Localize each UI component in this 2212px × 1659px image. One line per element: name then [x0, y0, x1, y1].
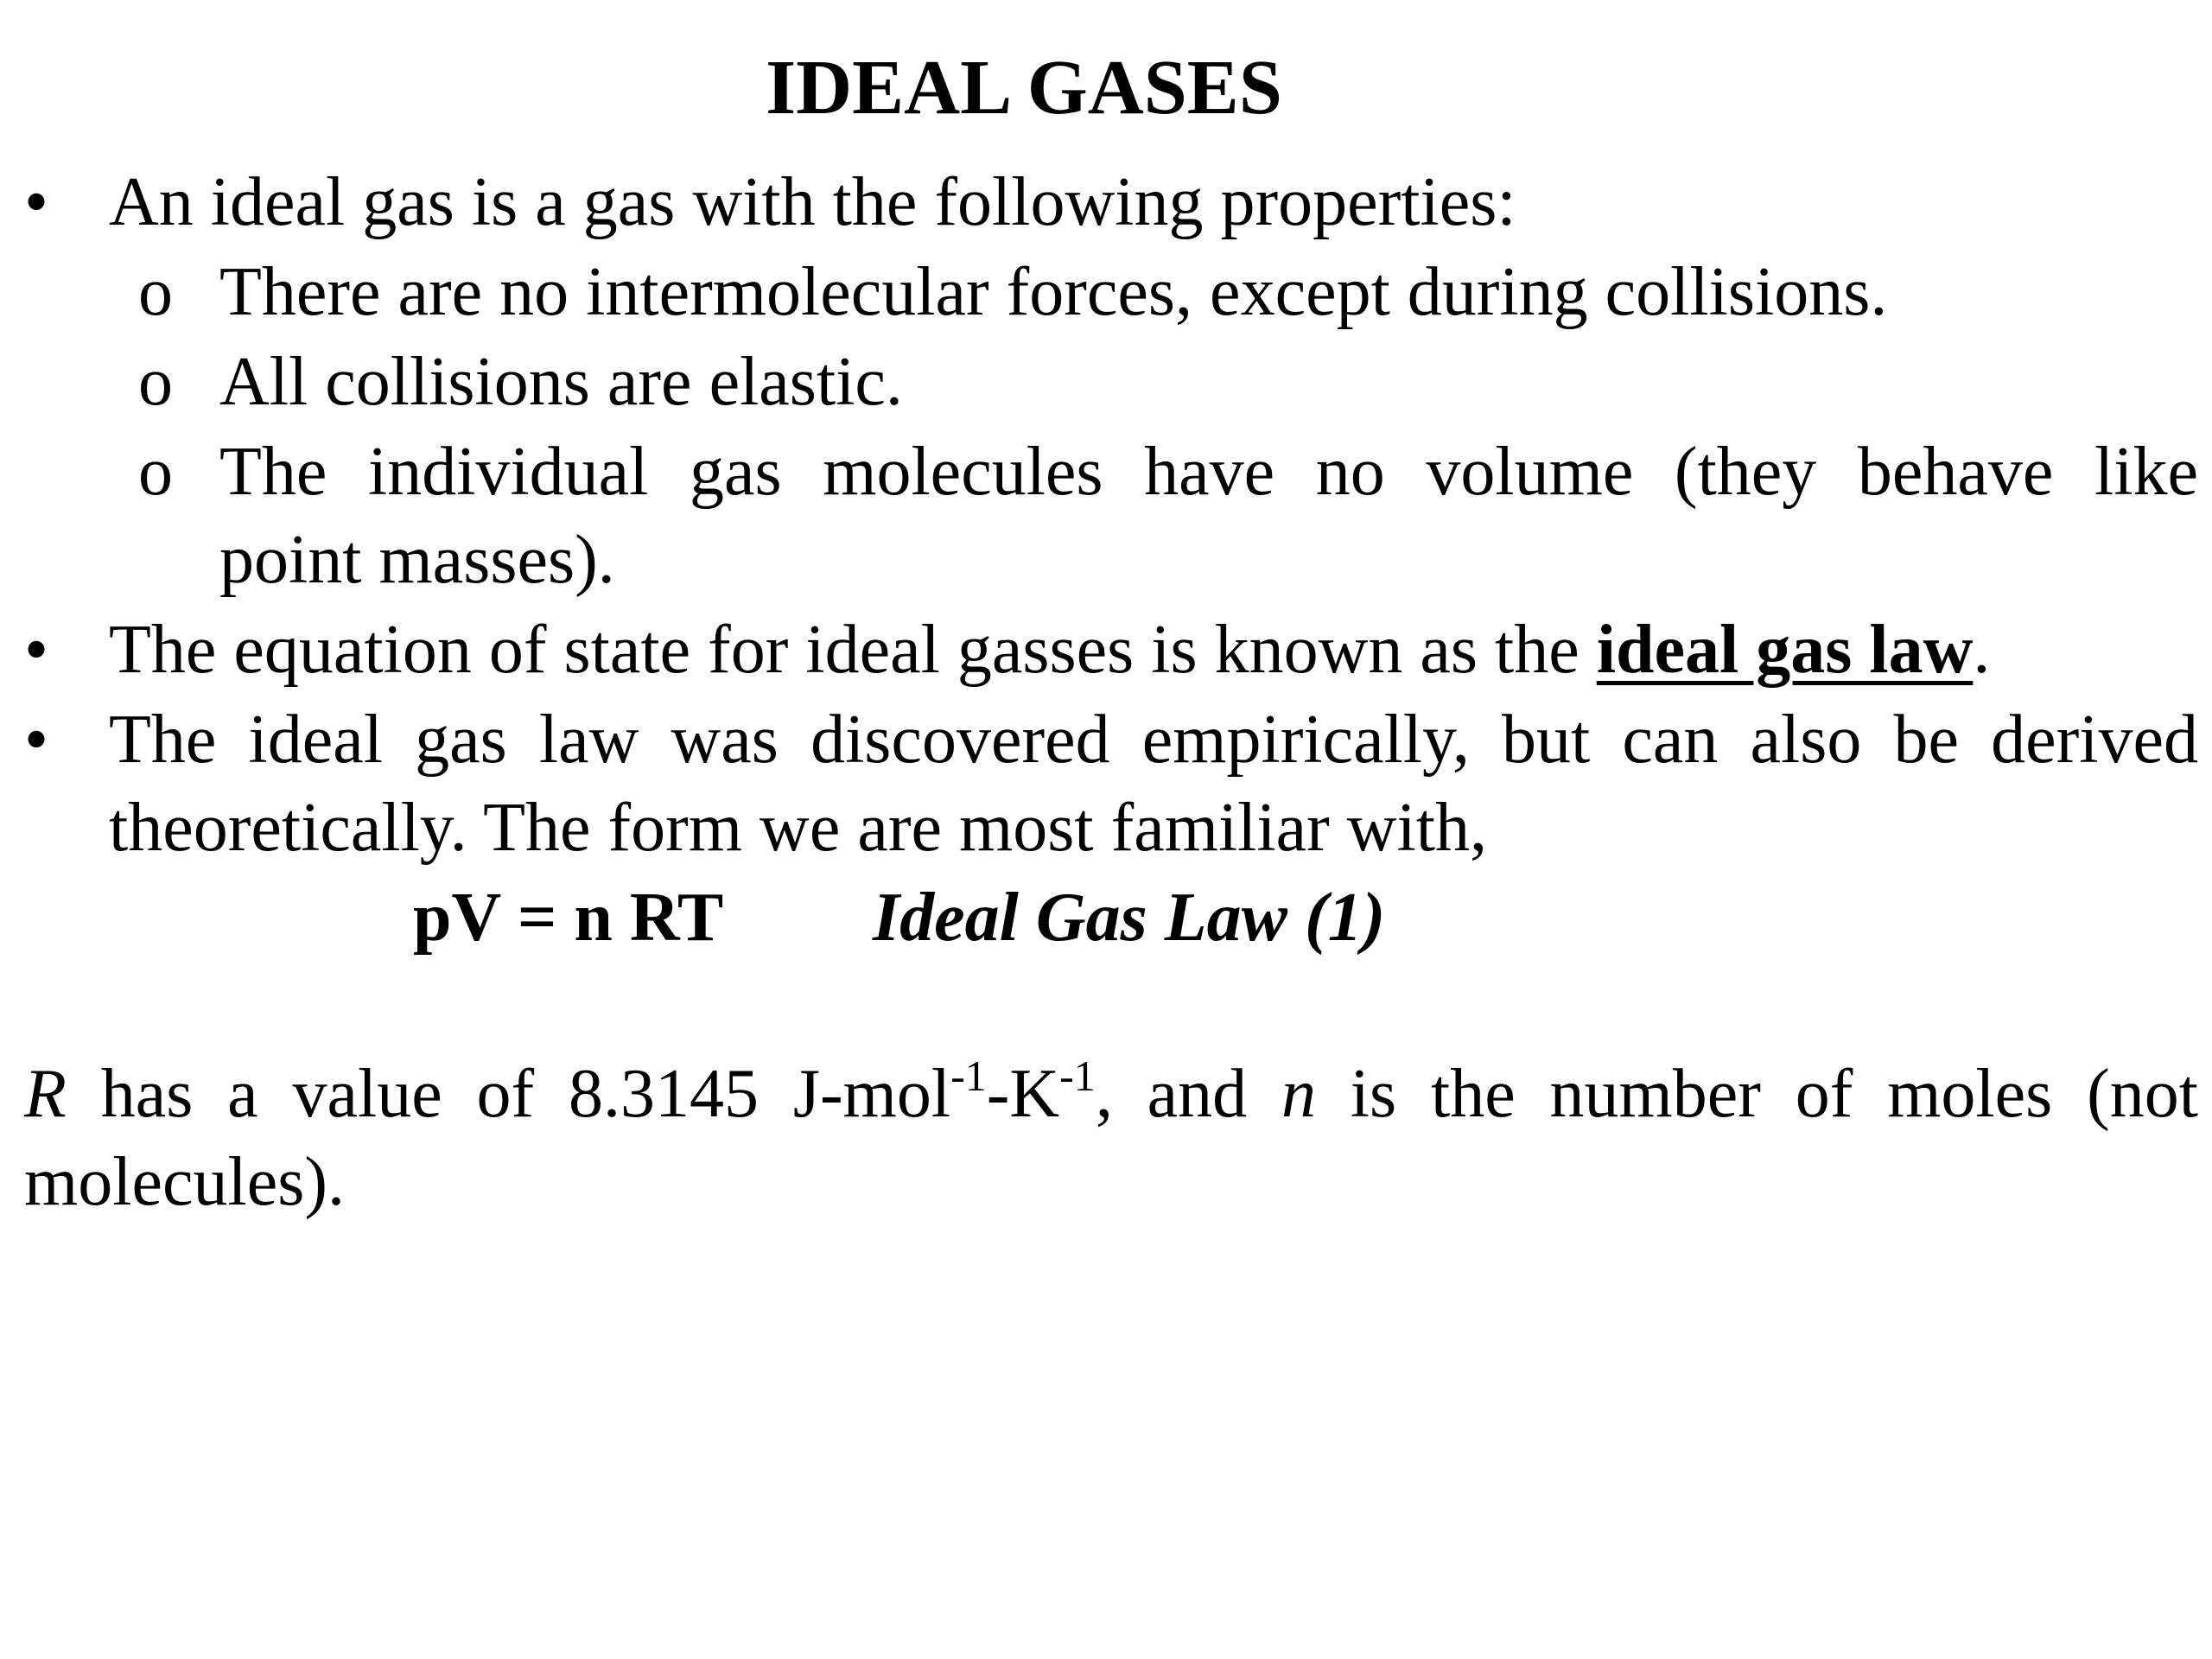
sub-bullet-marker: o [138, 254, 173, 330]
bullet-marker: • [24, 164, 49, 240]
page-title: IDEAL GASES [766, 45, 1282, 130]
sub-item-2-text: All collisions are elastic. [219, 344, 903, 420]
constant-note-line-1 [24, 1051, 2198, 1137]
bullet-2-text-before: The equation of state for ideal gasses is known as the [109, 612, 1597, 688]
note-part-3: , and [1095, 1056, 1281, 1132]
sub-item-3-line-2: point masses). [219, 522, 615, 598]
exponent-mol: -1 [950, 1052, 987, 1100]
bullet-3-line-2: theoretically. The form we are most familiar with, [109, 790, 1487, 866]
note-part-4: is the number of moles (not [1315, 1056, 2198, 1132]
bullet-3-line-1: The ideal gas law was discovered empirically, but can also be derived [109, 702, 2198, 778]
bullet-1-text: An ideal gas is a gas with the following properties: [109, 164, 1516, 240]
sub-item-3-line-1: The individual gas molecules have no volume (they behave like [219, 434, 2198, 510]
ideal-gas-law-term: ideal gas law [1596, 612, 1974, 688]
bullet-marker: • [24, 612, 49, 688]
note-part-2: -K [986, 1056, 1060, 1132]
equation-label: Ideal Gas Law (1) [873, 880, 1386, 956]
bullet-2-text [109, 607, 1990, 693]
bullet-marker: • [24, 702, 49, 778]
sub-item-1-text: There are no intermolecular forces, except during collisions. [219, 254, 1888, 330]
var-n: n [1281, 1056, 1316, 1132]
bullet-2-text-after: . [1973, 612, 1991, 688]
sub-bullet-marker: o [138, 434, 173, 510]
sub-bullet-marker: o [138, 344, 173, 420]
equation-formula: pV = n RT [413, 880, 724, 956]
exponent-k: -1 [1059, 1052, 1096, 1100]
var-r: R [24, 1056, 67, 1132]
constant-note-line-2: molecules). [24, 1144, 345, 1220]
note-part-1: has a value of 8.3145 J-mol [66, 1056, 951, 1132]
